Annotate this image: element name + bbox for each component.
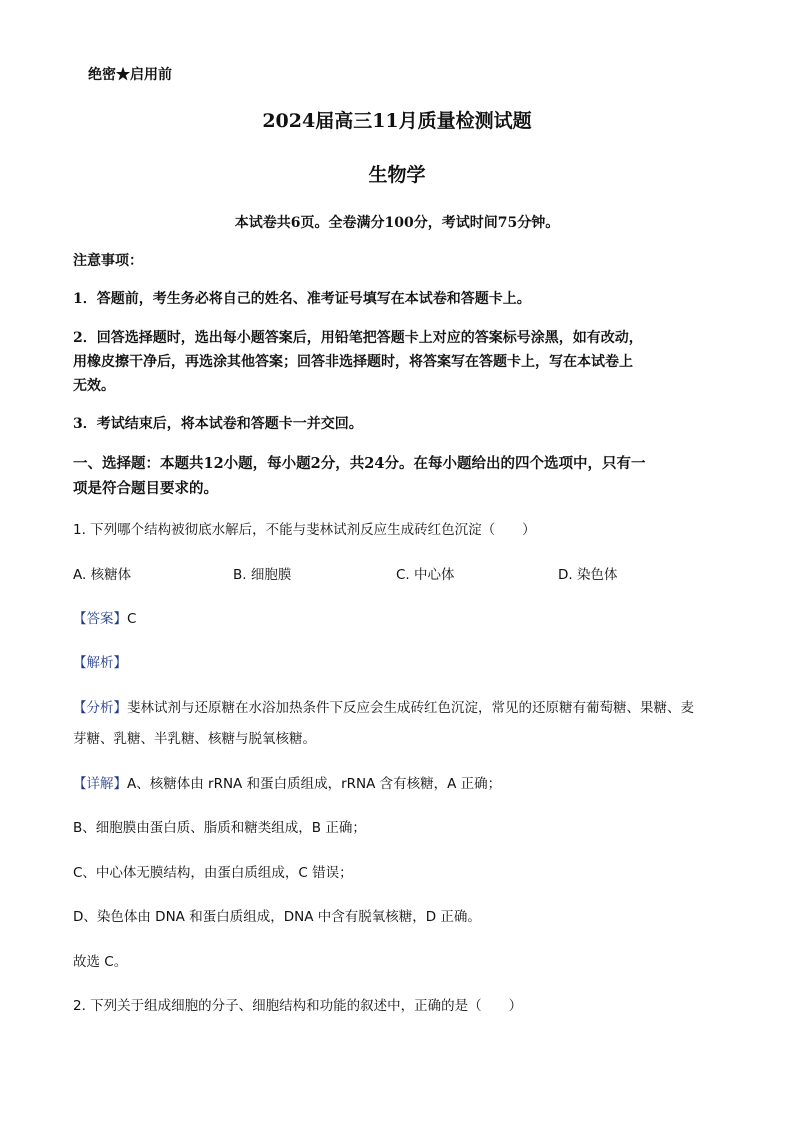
note-item-2-line-1: 2．回答选择题时，选出每小题答案后，用铅笔把答题卡上对应的答案标号涂黑，如有改动，: [73, 330, 643, 346]
section-1-heading-line-1: 一、选择题：本题共12小题，每小题2分，共24分。在每小题给出的四个选项中，只有一: [73, 455, 646, 472]
question-1-option-c: C. 中心体: [396, 567, 455, 583]
exam-info: 本试卷共6页。全卷满分100分，考试时间75分钟。: [234, 215, 560, 231]
exam-title: 2024届高三11月质量检测试题: [262, 110, 532, 132]
question-1-answer: [73, 607, 136, 627]
xiangjie-line-d: D、染色体由 DNA 和蛋白质组成，DNA 中含有脱氧核糖，D 正确。: [73, 909, 481, 925]
xiangjie-line-a: [73, 772, 501, 792]
answer-value: C: [127, 611, 137, 627]
xiangjie-text-a: A、核糖体由 rRNA 和蛋白质组成，rRNA 含有核糖，A 正确；: [127, 776, 502, 792]
note-item-2-line-3: 无效。: [73, 378, 115, 394]
note-item-2-line-2: 用橡皮擦干净后，再选涂其他答案；回答非选择题时，将答案写在答题卡上，写在本试卷上: [73, 354, 633, 370]
question-1-option-d: D. 染色体: [558, 567, 618, 583]
fenxi-line-2: 芽糖、乳糖、半乳糖、核糖与脱氧核糖。: [73, 731, 316, 747]
xiangjie-line-c: C、中心体无膜结构，由蛋白质组成，C 错误；: [73, 865, 353, 881]
notes-heading: 注意事项：: [73, 253, 143, 269]
analysis-tag: 【解析】: [73, 655, 127, 671]
xiangjie-line-b: B、细胞膜由蛋白质、脂质和糖类组成，B 正确；: [73, 820, 366, 836]
question-1-option-a: A. 核糖体: [73, 567, 132, 583]
section-1-heading-line-2: 项是符合题目要求的。: [73, 480, 218, 497]
xiangjie-tag: 【详解】: [73, 776, 127, 792]
question-1-option-b: B. 细胞膜: [233, 567, 292, 583]
question-2-stem: 2. 下列关于组成细胞的分子、细胞结构和功能的叙述中，正确的是（ ）: [73, 998, 523, 1014]
fenxi-tag: 【分析】: [73, 700, 127, 716]
note-item-1: 1．答题前，考生务必将自己的姓名、准考证号填写在本试卷和答题卡上。: [73, 291, 531, 307]
fenxi-line-1: [73, 696, 694, 716]
question-1-conclusion: 故选 C。: [73, 954, 128, 970]
subject-title: 生物学: [368, 164, 426, 186]
secret-label: 绝密★启用前: [88, 67, 172, 83]
question-1-stem: 1. 下列哪个结构被彻底水解后，不能与斐林试剂反应生成砖红色沉淀（ ）: [73, 522, 536, 538]
answer-tag: 【答案】: [73, 611, 127, 627]
note-item-3: 3．考试结束后，将本试卷和答题卡一并交回。: [73, 416, 363, 432]
fenxi-text-1: 斐林试剂与还原糖在水浴加热条件下反应会生成砖红色沉淀，常见的还原糖有葡萄糖、果糖、麦: [127, 700, 694, 716]
